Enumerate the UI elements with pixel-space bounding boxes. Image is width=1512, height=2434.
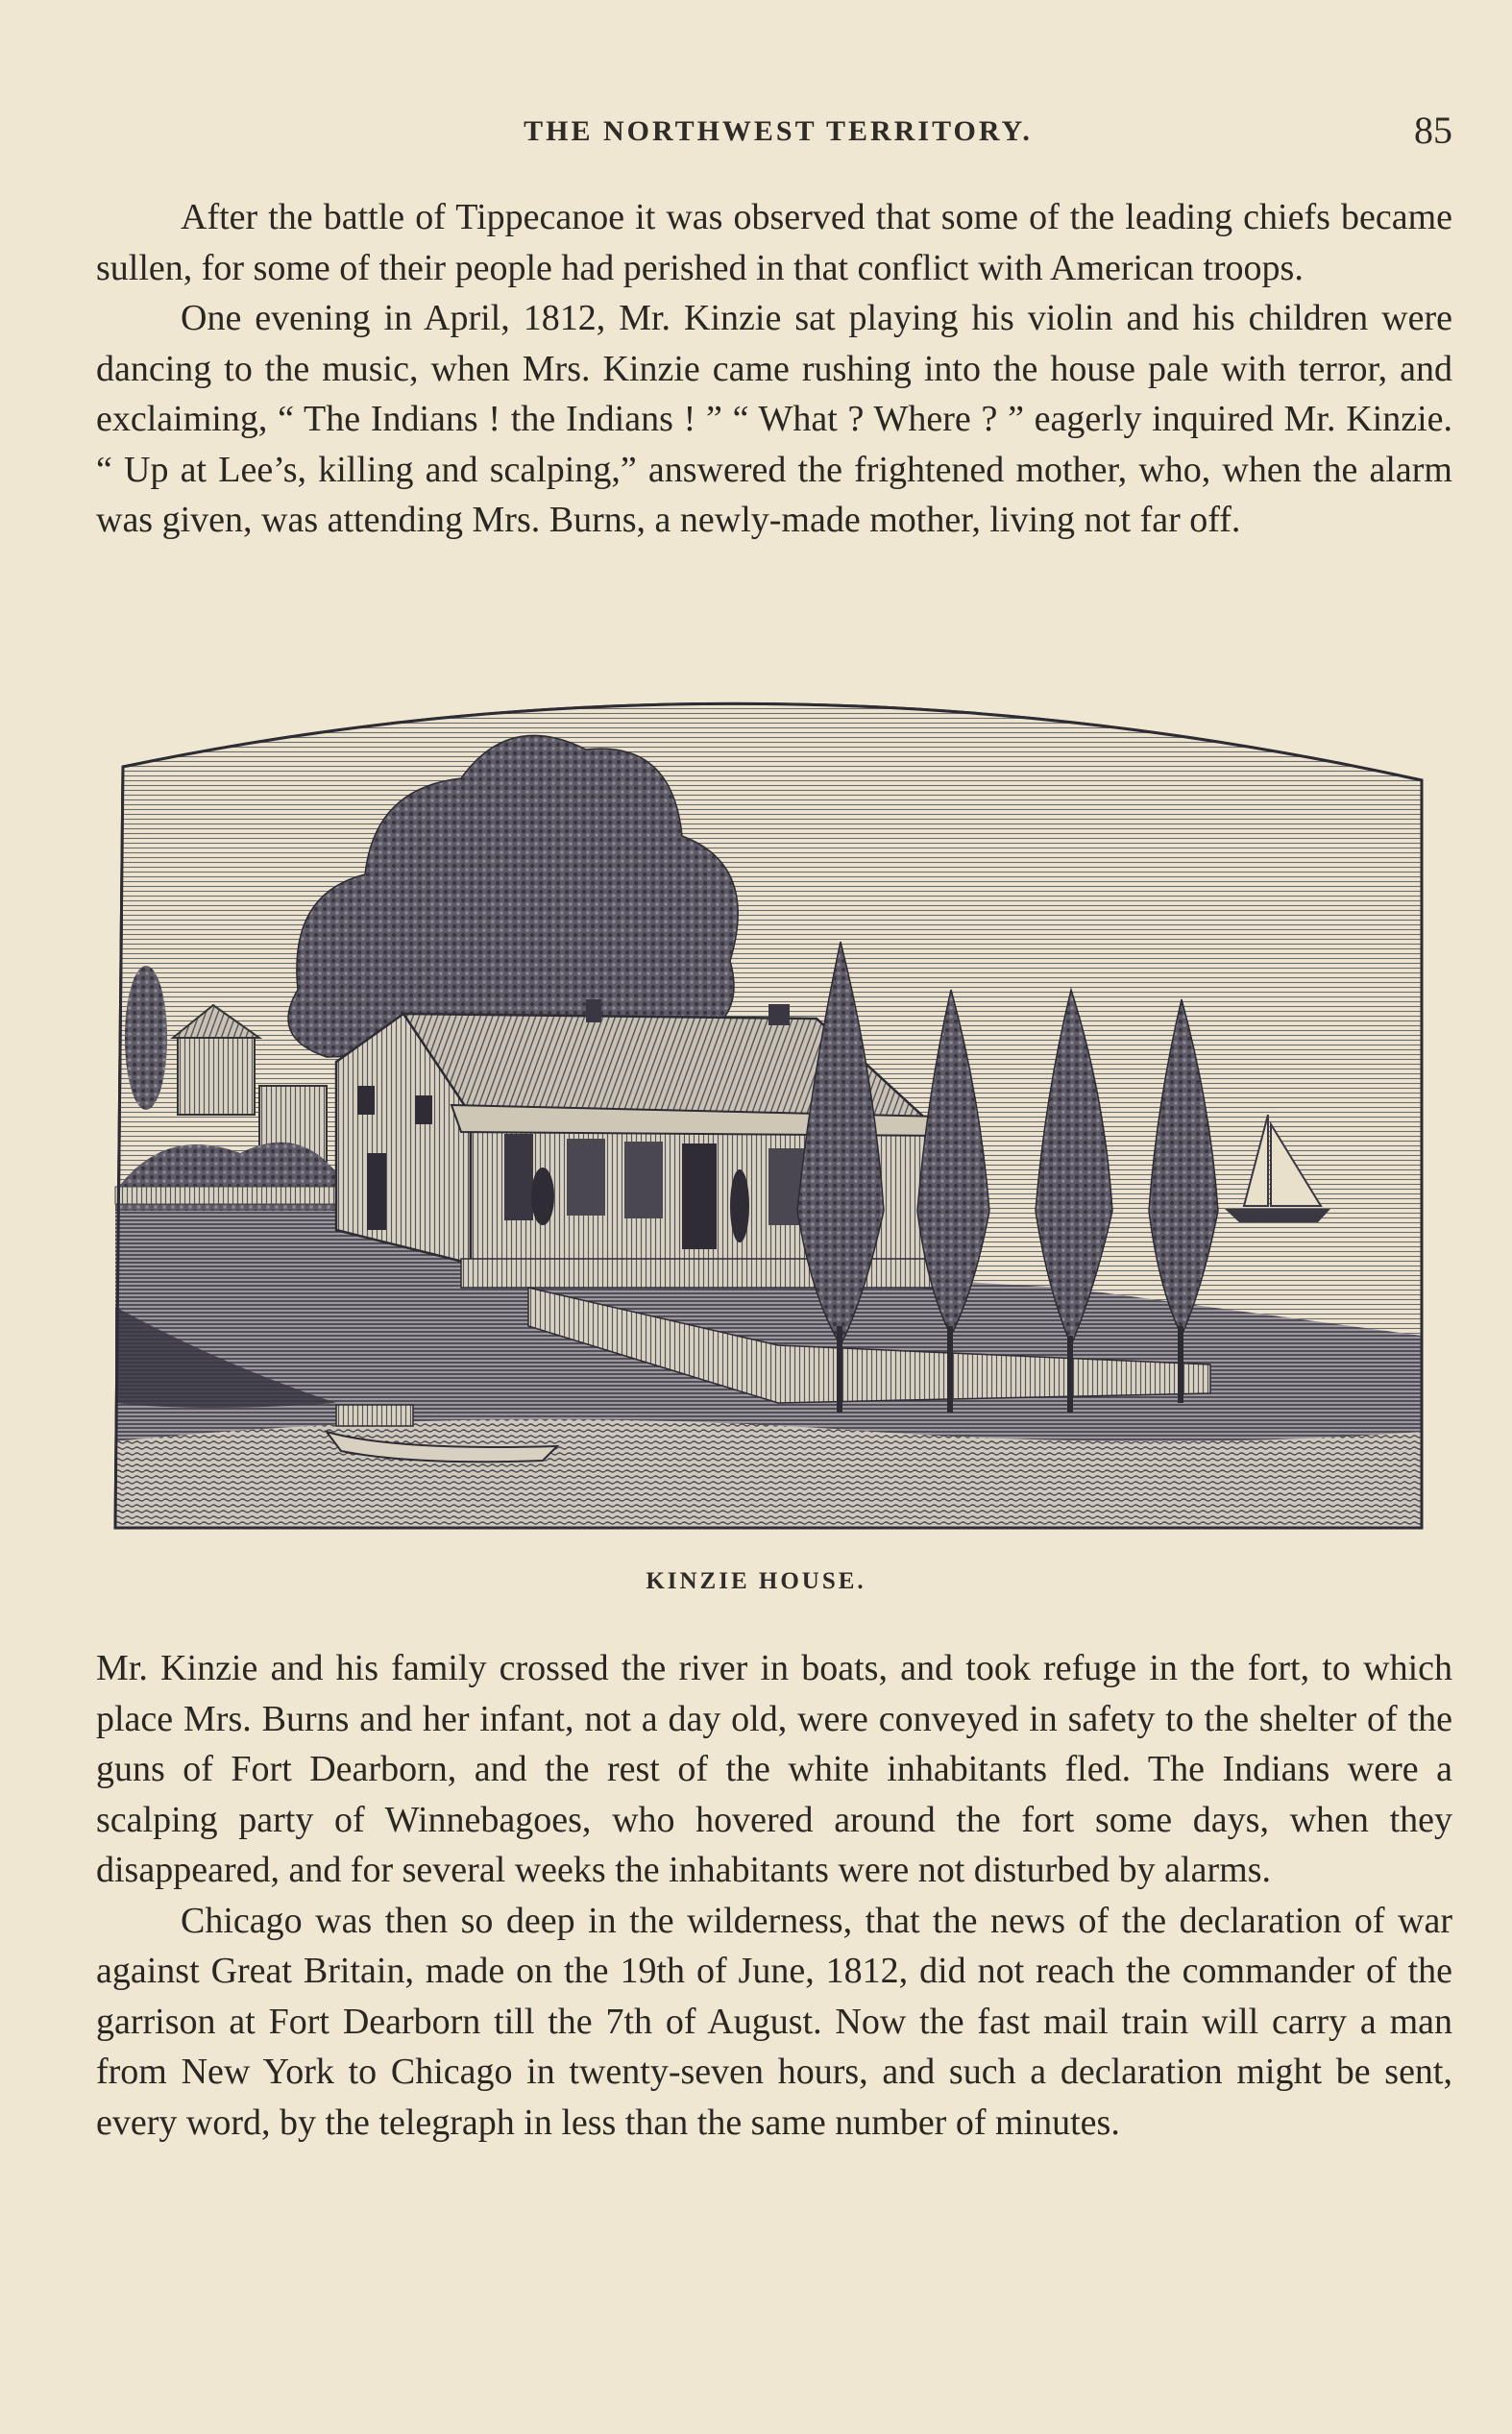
text-block-bottom: [96, 1643, 1452, 2148]
page-number: 85: [1414, 109, 1452, 152]
paragraph: After the battle of Tippecanoe it was observed that some of the leading chiefs became sullen, for some of their people had perished in that conflict with American troops.: [96, 197, 1452, 288]
text-block-top: [96, 192, 1452, 546]
paragraph: Chicago was then so deep in the wilderness, that the news of the declaration of war against Great Britain, made on the 19th of June, 1812, did not reach the commander of the garrison at Fort Dearborn till the 7th of August. Now the fast mail train will carry a man from New York to Chicago in twenty-seven hours, and such a declaration might be sent, every word, by the telegraph in less than the same number of minutes.: [96, 1900, 1452, 2143]
running-title: THE NORTHWEST TERRITORY.: [524, 115, 1033, 147]
engraving-kinzie-house: [106, 673, 1436, 1537]
paragraph: Mr. Kinzie and his family crossed the river in boats, and took refuge in the fort, to which place Mrs. Burns and her infant, not a day old, were conveyed in safety to the shelter of the guns of Fort Dearborn, and the rest of the white inhabitants fled. The Indians were a scalping party of Winnebagoes, who hovered around the fort some days, when they disappeared, and for several weeks the inhabitants were not disturbed by alarms.: [96, 1648, 1452, 1890]
page-header: [96, 108, 1460, 165]
paragraph: One evening in April, 1812, Mr. Kinzie sat playing his violin and his children were dancing to the music, when Mrs. Kinzie came rushing into the house pale with terror, and exclaiming, “ The Indians ! the Indians ! ” “ What ? Where ? ” eagerly inquired Mr. Kinzie. “ Up at Lee’s, killing and scalping,” answered the frightened mother, who, when the alarm was given, was attending Mrs. Burns, a newly-made mother, living not far off.: [96, 298, 1452, 540]
figure-caption: KINZIE HOUSE.: [646, 1568, 866, 1594]
